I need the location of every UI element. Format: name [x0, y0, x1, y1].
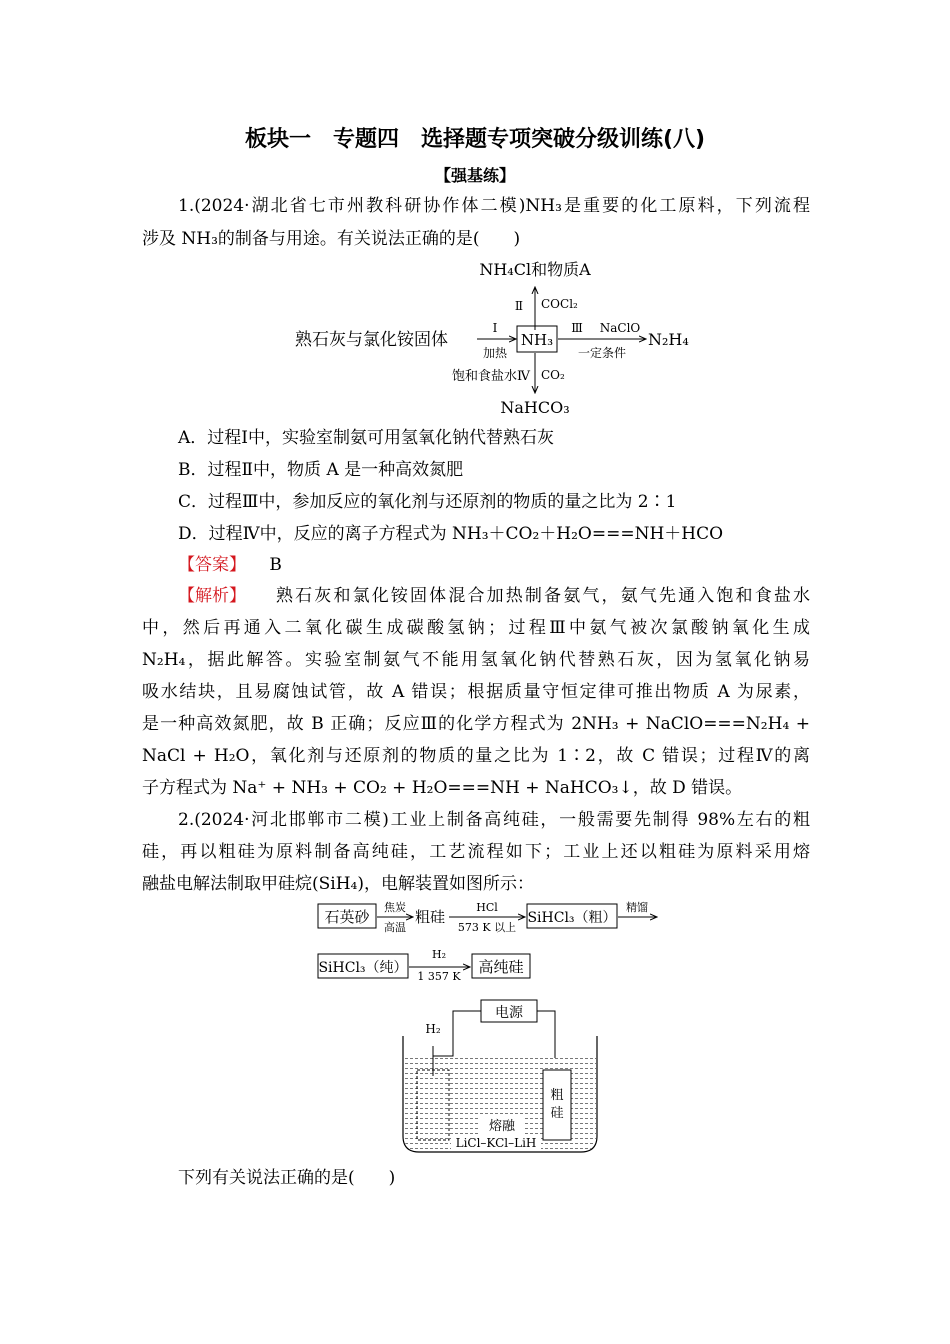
- flow-box-sihcl3-crude: SiHCl₃（粗）: [527, 910, 617, 926]
- flow-arrow4-bottom: 1 357 K: [417, 970, 461, 982]
- q1-option-d[interactable]: D．过程Ⅳ中，反应的离子方程式为 NH₃＋CO₂＋H₂O===NH＋HCO: [178, 524, 724, 544]
- analysis-label: 【解析】: [178, 586, 246, 606]
- q1-option-b[interactable]: B．过程Ⅱ中，物质 A 是一种高效氮肥: [178, 460, 464, 480]
- flow-box-quartz: 石英砂: [324, 908, 370, 926]
- q2-question: 下列有关说法正确的是( ): [178, 1168, 396, 1188]
- flow-arrow2-top: HCl: [476, 901, 498, 914]
- q1-center: NH₃: [520, 331, 554, 349]
- anode-label-top: 粗: [550, 1088, 564, 1103]
- analysis-line: 是一种高效氮肥，故 B 正确；反应Ⅲ的化学方程式为 2NH₃ + NaClO===N₂H₄ +: [142, 714, 810, 734]
- analysis-line: 吸水结块，且易腐蚀试管，故 A 错误；根据质量守恒定律可推出物质 A 为尿素，: [142, 682, 810, 702]
- q2-process-flow: [315, 896, 665, 982]
- q1-right-condition: 一定条件: [577, 346, 627, 360]
- q1-right-step: Ⅲ: [571, 321, 583, 335]
- q1-bottom-product: NaHCO₃: [500, 398, 570, 417]
- flow-box-pure-si: 高纯硅: [478, 958, 524, 976]
- analysis-line: 中，然后再通入二氧化碳生成碳酸氢钠；过程Ⅲ中氨气被次氯酸钠氧化生成: [142, 618, 810, 638]
- q1-top-product: NH₄Cl和物质A: [479, 260, 591, 279]
- section-subtitle: 【强基练】: [434, 166, 515, 185]
- analysis-line: 熟石灰和氯化铵固体混合加热制备氨气，氨气先通入饱和食盐水: [276, 586, 810, 606]
- q1-left-step: Ⅰ: [492, 321, 498, 335]
- answer-value: B: [269, 555, 282, 575]
- q1-left-condition: 加热: [482, 346, 508, 360]
- q1-top-reagent: COCl₂: [541, 297, 578, 311]
- q1-option-c[interactable]: C．过程Ⅲ中，参加反应的氧化剂与还原剂的物质的量之比为 2∶1: [178, 492, 677, 512]
- q2-stem-line3: 融盐电解法制取甲硅烷(SiH₄)，电解装置如图所示：: [142, 874, 534, 894]
- analysis-line: N₂H₄，据此解答。实验室制氨气不能用氢氧化钠代替熟石灰，因为氢氧化钠易: [142, 650, 810, 670]
- q2-electrolysis-cell: [395, 996, 605, 1156]
- q1-answer-row: [178, 553, 282, 577]
- flow-arrow1-bottom: 高温: [384, 921, 406, 934]
- q1-stem-line1: 1.(2024·湖北省七市州教科研协作体二模)NH₃是重要的化工原料，下列流程: [178, 196, 810, 216]
- q2-stem-line1: 2.(2024·河北邯郸市二模)工业上制备高纯硅，一般需要先制得 98%左右的粗: [178, 810, 810, 830]
- electrolyte-label-top: 熔融: [488, 1119, 516, 1134]
- anode-label-bottom: 硅: [550, 1106, 564, 1121]
- page-title: 板块一 专题四 选择题专项突破分级训练(八): [244, 127, 706, 152]
- electrolyte-label: LiCl–KCl–LiH: [455, 1136, 537, 1150]
- flow-arrow1-top: 焦炭: [384, 901, 406, 914]
- power-supply-label: 电源: [495, 1005, 523, 1021]
- analysis-line: 子方程式为 Na⁺ + NH₃ + CO₂ + H₂O===NH + NaHCO₃↓，故 D 错误。: [142, 778, 743, 798]
- q1-bottom-label: 饱和食盐水Ⅳ: [452, 369, 530, 384]
- q1-start: 熟石灰与氯化铵固体: [295, 330, 448, 350]
- analysis-line: NaCl + H₂O，氧化剂与还原剂的物质的量之比为 1∶2，故 C 错误；过程Ⅳ的离: [142, 746, 810, 766]
- q1-stem-line2: 涉及 NH₃的制备与用途。有关说法正确的是( ): [142, 229, 521, 249]
- q1-option-a[interactable]: A．过程Ⅰ中，实验室制氨可用氢氧化钠代替熟石灰: [178, 428, 554, 448]
- q1-flow-diagram: [290, 255, 710, 425]
- q1-right-product: N₂H₄: [648, 330, 689, 349]
- hydrogen-gas-label: H₂: [425, 1022, 441, 1036]
- flow-arrow3-top: 精馏: [626, 901, 648, 914]
- q2-stem-line2: 硅，再以粗硅为原料制备高纯硅，工艺流程如下；工业上还以粗硅为原料采用熔: [142, 842, 810, 862]
- flow-crude-si: 粗硅: [415, 908, 446, 926]
- q1-bottom-reagent: CO₂: [541, 368, 565, 382]
- flow-arrow2-bottom: 573 K 以上: [457, 921, 517, 934]
- answer-label: 【答案】: [178, 555, 246, 575]
- flow-arrow4-top: H₂: [431, 948, 447, 961]
- q1-right-reagent: NaClO: [599, 321, 641, 335]
- flow-box-sihcl3-pure: SiHCl₃（纯）: [318, 960, 408, 976]
- q1-top-step: Ⅱ: [514, 299, 523, 313]
